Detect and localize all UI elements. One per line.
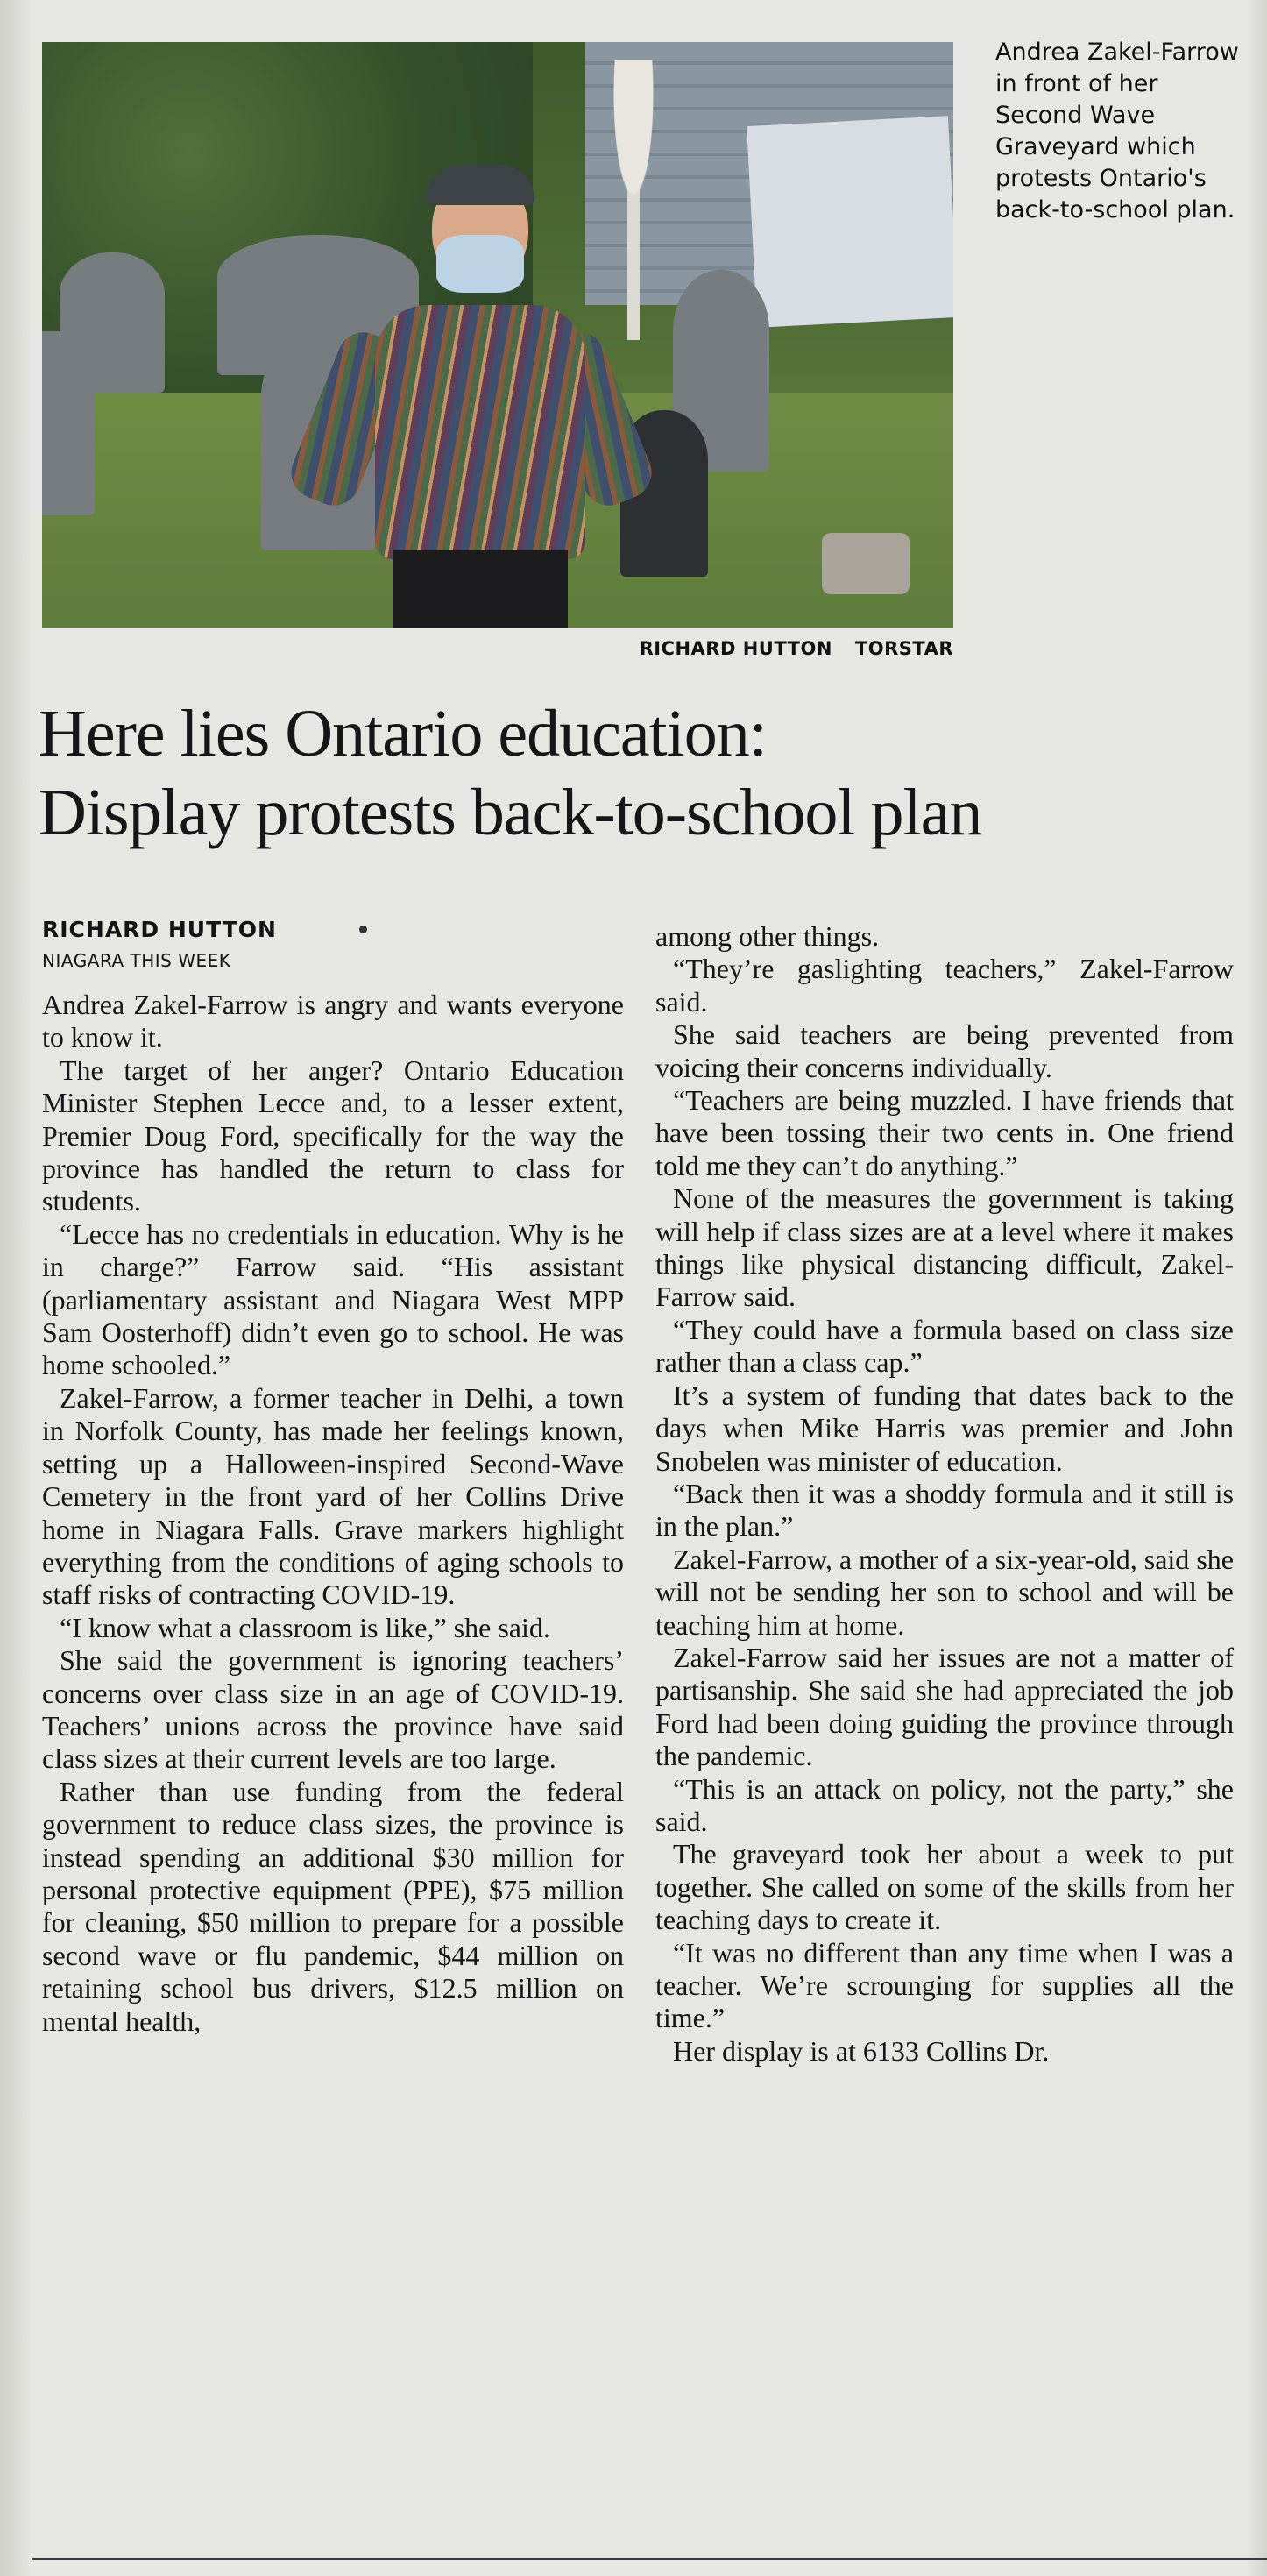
photo-credit-org: TORSTAR [854, 638, 953, 659]
paragraph: “They could have a formula based on class size rather than a class cap.” [655, 1313, 1234, 1379]
paragraph: among other things. [655, 920, 880, 952]
paragraph: “This is an attack on policy, not the party,” she said. [655, 1772, 1234, 1837]
paragraph: Zakel-Farrow said her issues are not a matter of partisanship. She said she had appreciated the job Ford had been doing guiding the province through the pandemic. [655, 1641, 1234, 1772]
paragraph: Andrea Zakel-Farrow is angry and wants everyone to know it. [42, 989, 624, 1054]
paragraph: It’s a system of funding that dates back to the days when Mike Harris was premier and John Snobelen was minister of education. [655, 1379, 1234, 1477]
cap [426, 165, 534, 205]
article-photo [42, 42, 953, 628]
paragraph: Zakel-Farrow, a former teacher in Delhi, a town in Norfolk County, has made her feelings known, setting up a Halloween-inspired Second-Wave Cemetery in the front yard of her Collins Drive home in Niagara Falls. Grave markers highlight everything from the conditions of aging schools to staff risks of contracting COVID-19. [42, 1381, 624, 1611]
paragraph: She said teachers are being prevented from voicing their concerns individually. [655, 1018, 1234, 1083]
headline-line-2: Display protests back-to-school plan [39, 776, 982, 849]
article-column-right [655, 920, 1234, 2068]
page-edge-left [0, 0, 32, 2576]
pants [393, 550, 568, 628]
photo-credit-name: RICHARD HUTTON [639, 638, 832, 659]
paragraph: Her display is at 6133 Collins Dr. [673, 2034, 1050, 2067]
byline-outlet: NIAGARA THIS WEEK [42, 950, 231, 971]
headline [39, 694, 1248, 852]
person-andrea [340, 138, 603, 628]
page-edge-right [1246, 0, 1267, 2576]
paragraph: She said the government is ignoring teachers’ concerns over class size in an age of COVID-19. Teachers’ unions across the province have said class sizes at their current levels are too large. [42, 1644, 624, 1775]
bottom-rule [32, 2558, 1267, 2560]
photo-credit [42, 638, 953, 659]
paragraph: “It was no different than any time when I was a teacher. We’re scrounging for supplies all the time.” [655, 1936, 1234, 2034]
headline-line-1: Here lies Ontario education: [39, 697, 767, 770]
rock [822, 533, 910, 594]
paragraph: “Back then it was a shoddy formula and it still is in the plan.” [655, 1477, 1234, 1543]
paragraph: “They’re gaslighting teachers,” Zakel-Farrow said. [655, 953, 1234, 1018]
tombstone [42, 331, 95, 515]
paragraph: Rather than use funding from the federal government to reduce class sizes, the province is instead spending an additional $30 million for personal protective equipment (PPE), $75 million for cleaning, $50 million to prepare for a possible second wave or flu pandemic, $44 million on retaining school bus drivers, $12.5 million on mental health, [42, 1775, 624, 2037]
byline-bullet-icon [359, 926, 367, 933]
paragraph: “Teachers are being muzzled. I have friends that have been tossing their two cents in. One friend told me they can’t do anything.” [655, 1084, 1234, 1182]
paragraph: None of the measures the government is taking will help if class sizes are at a level where it makes things like physical distancing difficult, Zakel-Farrow said. [655, 1182, 1234, 1313]
byline: RICHARD HUTTON [42, 917, 277, 942]
paragraph: The target of her anger? Ontario Education Minister Stephen Lecce and, to a lesser extent, Premier Doug Ford, specifically for the way the province has handled the return to class for students. [42, 1054, 624, 1217]
paragraph: “Lecce has no credentials in education. Why is he in charge?” Farrow said. “His assistant (parliamentary assistant and Niagara West MPP Sam Oosterhoff) didn’t even go to school. He was home schooled.” [42, 1217, 624, 1381]
paragraph: The graveyard took her about a week to put together. She called on some of the skills from her teaching days to create it. [655, 1838, 1234, 1936]
paragraph: “I know what a classroom is like,” she said. [60, 1611, 550, 1643]
protest-sign [747, 116, 953, 328]
photo-caption: Andrea Zakel-Farrow in front of her Second Wave Graveyard which protests Ontario's back-to-school plan. [995, 39, 1239, 224]
paragraph: Zakel-Farrow, a mother of a six-year-old, said she will not be sending her son to school and will be teaching him at home. [655, 1543, 1234, 1641]
article-column-left [42, 989, 624, 2038]
face-mask [436, 235, 524, 293]
striped-shirt [375, 305, 585, 559]
